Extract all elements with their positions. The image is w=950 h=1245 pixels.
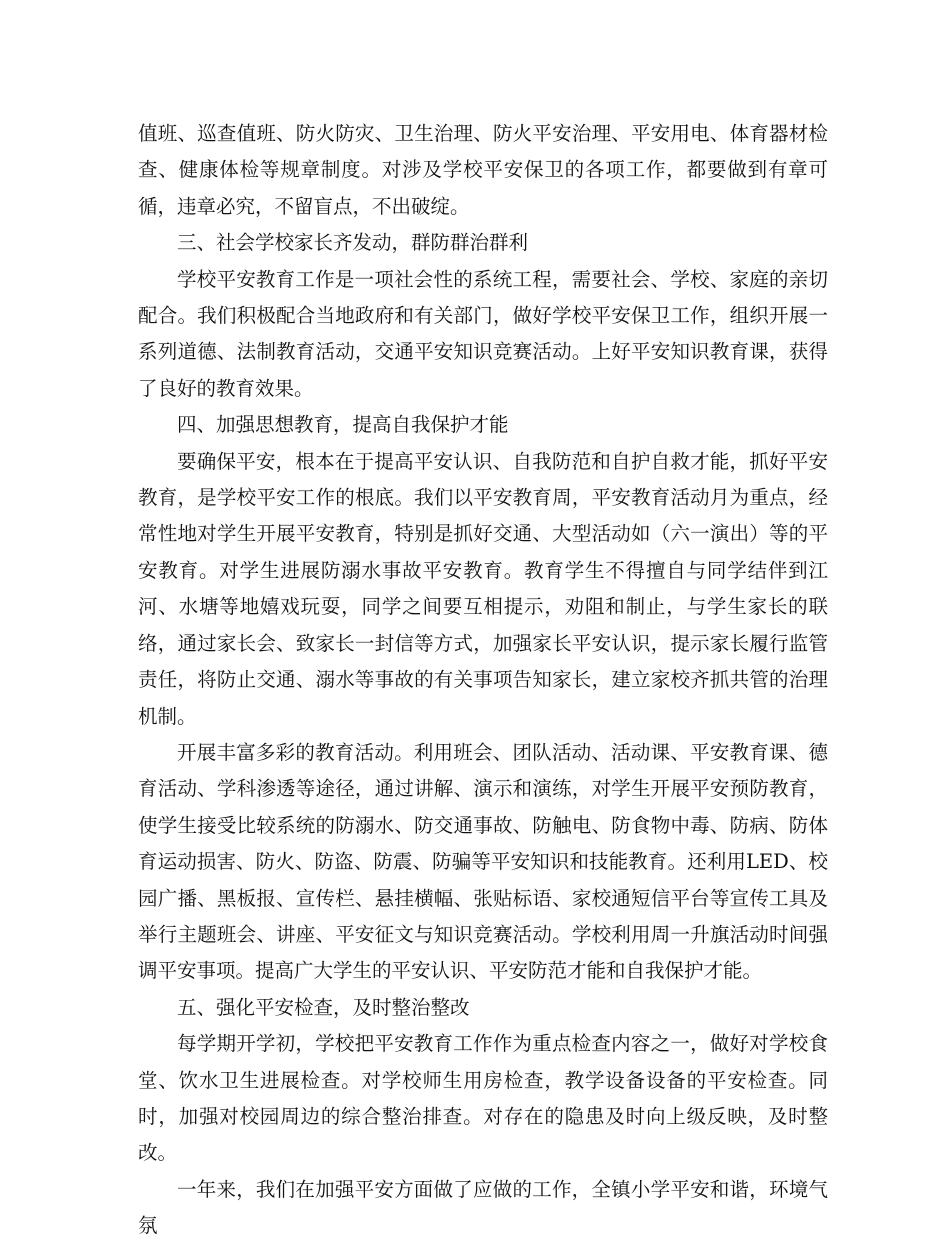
paragraph-social-cooperation: 学校平安教育工作是一项社会性的系统工程，需要社会、学校、家庭的亲切配合。我们积极配合当地政府和有关部门，做好学校平安保卫工作，组织开展一系列道德、法制教育活动，交通平安知识竞赛活动。上好平安知识教育课，获得了良好的教育效果。	[138, 267, 828, 400]
paragraph-education-activities: 开展丰富多彩的教育活动。利用班会、团队活动、活动课、平安教育课、德育活动、学科渗透等途径，通过讲解、演示和演练，对学生开展平安预防教育，使学生接受比较系统的防溺水、防交通事故、防触电、防食物中毒、防病、防体育运动损害、防火、防盗、防震、防骗等平安知识和技能教育。还利用LED、校园广播、黑板报、宣传栏、悬挂横幅、张贴标语、家校通短信平台等宣传工具及举行主题班会、讲座、平安征文与知识竞赛活动。学校利用周一升旗活动时间强调平安事项。提高广大学生的平安认识、平安防范才能和自我保护才能。	[138, 740, 828, 983]
section-heading-3: 三、社会学校家长齐发动，群防群治群利	[177, 231, 529, 255]
paragraph-rules-continued: 值班、巡查值班、防火防灾、卫生治理、防火平安治理、平安用电、体育器材检查、健康体检等规章制度。对涉及学校平安保卫的各项工作，都要做到有章可循，违章必究，不留盲点，不出破绽。	[138, 122, 828, 218]
paragraph-safety-education: 要确保平安，根本在于提高平安认识、自我防范和自护自救才能，抓好平安教育，是学校平安工作的根底。我们以平安教育周，平安教育活动月为重点，经常性地对学生开展平安教育，特别是抓好交通、大型活动如（六一演出）等的平安教育。对学生进展防溺水事故平安教育。教育学生不得擅自与同学结伴到江河、水塘等地嬉戏玩耍，同学之间要互相提示，劝阻和制止，与学生家长的联络，通过家长会、致家长一封信等方式，加强家长平安认识，提示家长履行监管责任，将防止交通、溺水等事故的有关事项告知家长，建立家校齐抓共管的治理机制。	[138, 449, 828, 728]
document-body	[138, 116, 828, 1245]
paragraph-year-summary: 一年来，我们在加强平安方面做了应做的工作，全镇小学平安和谐，环境气氛	[138, 1177, 828, 1238]
section-heading-5: 五、强化平安检查，及时整治整改	[177, 995, 470, 1019]
paragraph-safety-inspection: 每学期开学初，学校把平安教育工作作为重点检查内容之一，做好对学校食堂、饮水卫生进展检查。对学校师生用房检查，教学设备设备的平安检查。同时，加强对校园周边的综合整治排查。对存在的隐患及时向上级反映，及时整改。	[138, 1032, 828, 1165]
section-heading-4: 四、加强思想教育，提高自我保护才能	[177, 413, 509, 437]
